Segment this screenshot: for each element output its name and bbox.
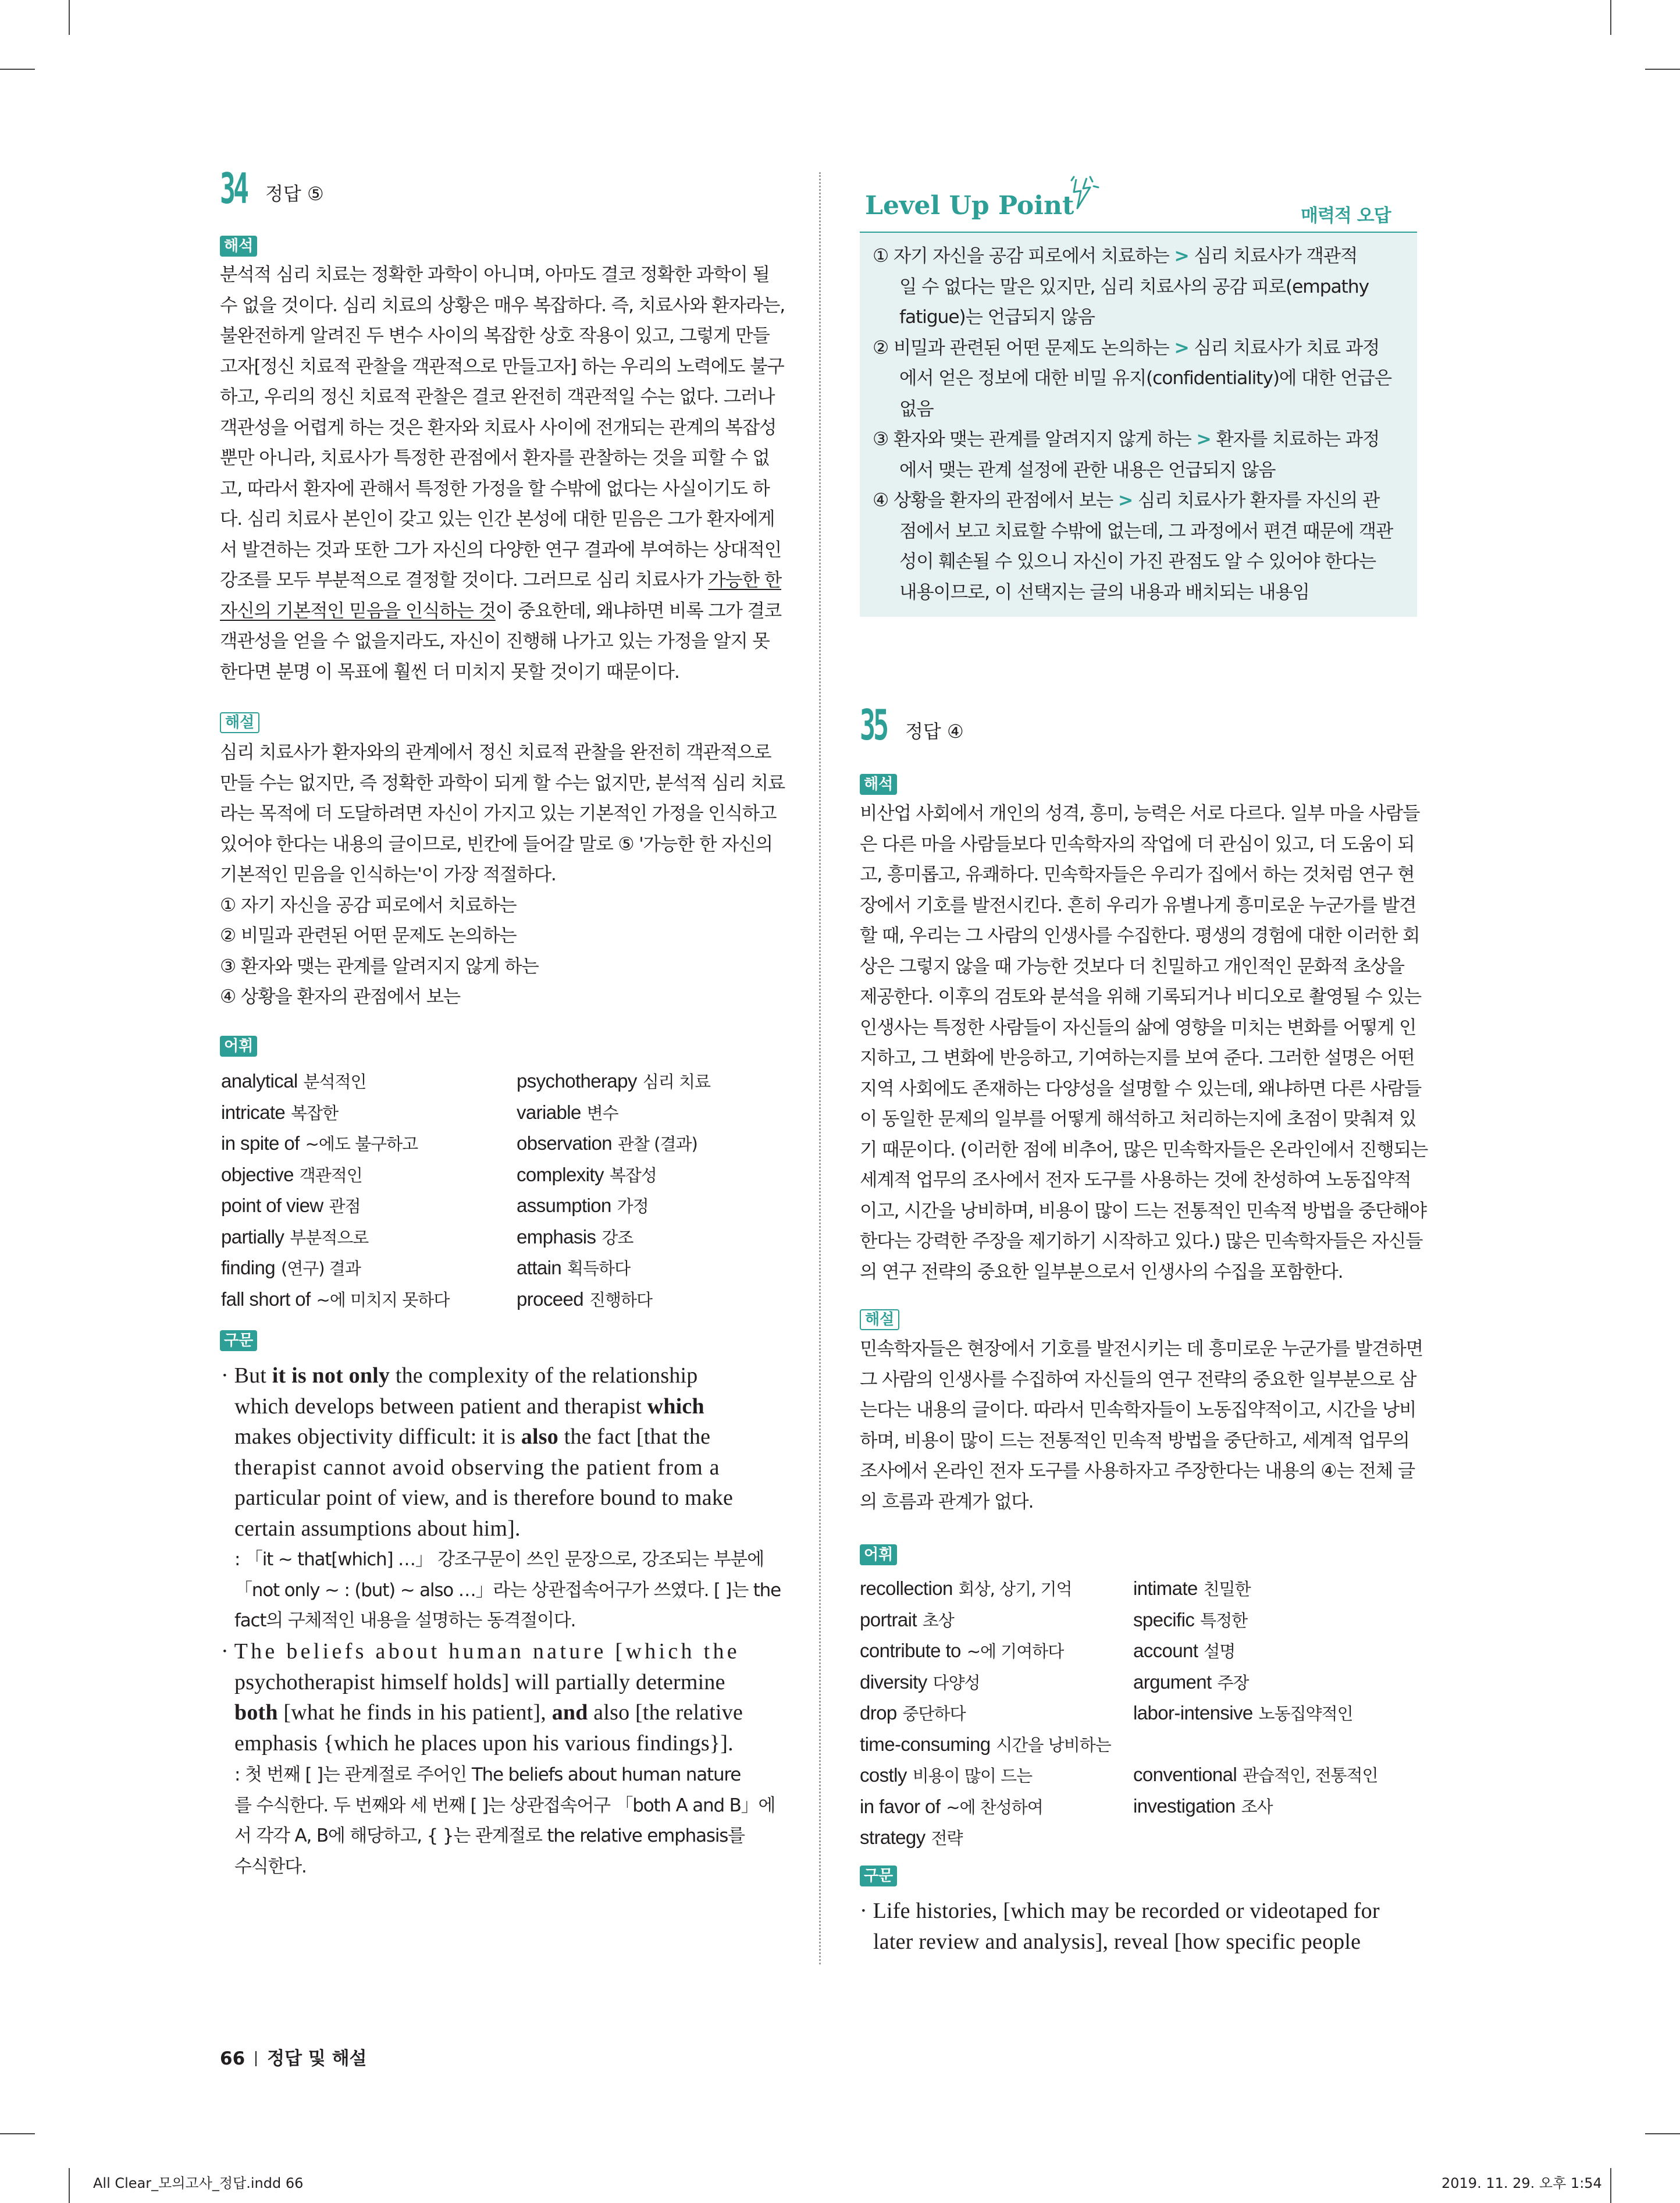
text-line: 제공한다. 이후의 검토와 분석을 위해 기록되거나 비디오로 촬영될 수 있는 bbox=[860, 986, 1422, 1007]
page-number: 66 bbox=[220, 2048, 245, 2069]
syntax-line: makes objectivity difficult: it is also the fact [that the bbox=[234, 1424, 711, 1449]
vocab-item: specific 특정한 bbox=[1133, 1608, 1248, 1630]
vocab-item: in favor of ~에 찬성하여 bbox=[860, 1795, 1043, 1817]
answer-underline: 자신의 기본적인 믿음을 인식하는 것 bbox=[220, 600, 496, 621]
text-line bbox=[220, 565, 785, 596]
vocab-item: point of view 관점 bbox=[221, 1195, 361, 1216]
level-up-rule bbox=[860, 232, 1417, 233]
vocab-item: intricate 복잡한 bbox=[221, 1101, 339, 1123]
q34-answer: 정답 ⑤ bbox=[265, 183, 324, 205]
q35-vocab-right bbox=[1133, 1573, 1378, 1822]
q34-vocab-left bbox=[221, 1066, 449, 1315]
text-line: 의 연구 전략의 중요한 일부분으로서 인생사의 수집을 포함한다. bbox=[860, 1261, 1343, 1282]
text-line: 서 발견하는 것과 또한 그가 자신의 다양한 연구 결과에 부여하는 상대적인 bbox=[220, 539, 782, 560]
crop-mark bbox=[1610, 0, 1611, 35]
vocab-item: observation 관찰 (결과) bbox=[517, 1132, 697, 1154]
vocab-item: emphasis 강조 bbox=[517, 1225, 633, 1248]
vocab-item: costly 비용이 많이 드는 bbox=[860, 1764, 1033, 1786]
vocab-item: fall short of ~에 미치지 못하다 bbox=[221, 1288, 450, 1310]
vocab-item: labor-intensive 노동집약적인 bbox=[1133, 1702, 1353, 1724]
vocab-item: time-consuming 시간을 낭비하는 bbox=[860, 1733, 1111, 1755]
section-title: 정답 및 해설 bbox=[267, 2048, 367, 2069]
text-line: 지하고, 그 변화에 반응하고, 기여하는지를 보여 준다. 그러한 설명은 어떤 bbox=[860, 1047, 1415, 1068]
vocab-item: diversity 다양성 bbox=[860, 1671, 980, 1693]
vocab-badge: 어휘 bbox=[860, 1544, 897, 1565]
syntax-badge: 구문 bbox=[220, 1330, 257, 1351]
level-up-line: 내용이므로, 이 선택지는 글의 내용과 배치되는 내용임 bbox=[899, 581, 1309, 603]
explanation-badge: 해설 bbox=[860, 1309, 899, 1330]
q35-header bbox=[860, 701, 903, 749]
syntax-line: therapist cannot avoid observing the patient from a bbox=[234, 1455, 720, 1480]
level-up-line: 일 수 없다는 말은 있지만, 심리 치료사의 공감 피로(empathy bbox=[899, 276, 1369, 297]
vocab-item: in spite of ~에도 불구하고 bbox=[221, 1132, 418, 1154]
vocab-item: conventional 관습적인, 전통적인 bbox=[1133, 1764, 1378, 1785]
q34-vocab-right bbox=[517, 1066, 710, 1315]
text-line: 고, 따라서 환자에 관해서 특정한 가정을 할 수밖에 없다는 사실이기도 하 bbox=[220, 478, 770, 499]
vocab-item: objective 객관적인 bbox=[221, 1163, 362, 1185]
text-line: 고자[정신 치료적 관찰을 객관적으로 만들고자] 하는 우리의 노력에도 불구 bbox=[220, 356, 784, 377]
vocab-item: account 설명 bbox=[1133, 1640, 1236, 1661]
text-line: 서 각각 A, B에 해당하고, { }는 관계절로 the relative emphasis를 bbox=[234, 1825, 745, 1846]
q35-translation bbox=[860, 798, 1428, 1287]
q34-syntax-1 bbox=[221, 1360, 733, 1544]
text-line: 이 동일한 문제의 일부를 어떻게 해석하고 처리하는지에 초점이 맞춰져 있 bbox=[860, 1108, 1416, 1129]
text-line: : 「it ~ that[which] …」 강조구문이 쓰인 문장으로, 강조되는 부분에 bbox=[234, 1549, 764, 1570]
text-line: 장에서 기호를 발전시킨다. 흔히 우리가 유별나게 흥미로운 누군가를 발견 bbox=[860, 894, 1416, 916]
q35-syntax bbox=[860, 1896, 1380, 1957]
text-line: 기 때문이다. (이러한 점에 비추어, 많은 민속학자들은 온라인에서 진행되는 bbox=[860, 1139, 1428, 1160]
text-line: 있어야 한다는 내용의 글이므로, 빈칸에 들어갈 말로 ⑤ '가능한 한 자신의 bbox=[220, 833, 773, 855]
text-line: 지역 사회에도 존재하는 다양성을 설명할 수 있는데, 왜냐하면 다른 사람들 bbox=[860, 1078, 1422, 1099]
arrow-icon: > bbox=[1174, 246, 1189, 267]
text-line: fact의 구체적인 내용을 설명하는 동격절이다. bbox=[234, 1610, 576, 1631]
vocab-item: investigation 조사 bbox=[1133, 1795, 1273, 1817]
text-line: 기본적인 믿음을 인식하는'이 가장 적절하다. bbox=[220, 864, 556, 885]
level-up-item: ② 비밀과 관련된 어떤 문제도 논의하는 > 심리 치료사가 치료 과정 bbox=[873, 337, 1380, 358]
text-line: 은 다른 마을 사람들보다 민속학자의 작업에 더 관심이 있고, 더 도움이 되 bbox=[860, 833, 1415, 855]
text-line: 조사에서 온라인 전자 도구를 사용하자고 주장한다는 내용의 ④는 전체 글 bbox=[860, 1461, 1415, 1481]
answer-underline: 가능한 한 bbox=[708, 570, 782, 591]
syntax-badge: 구문 bbox=[860, 1866, 897, 1886]
text-line: 비산업 사회에서 개인의 성격, 흥미, 능력은 서로 다르다. 일부 마을 사람들 bbox=[860, 803, 1420, 824]
column-divider bbox=[819, 172, 821, 1964]
explanation-badge: 해설 bbox=[220, 712, 259, 733]
lightning-icon bbox=[1070, 175, 1101, 219]
print-slug-date: 2019. 11. 29. 오후 1:54 bbox=[1441, 2175, 1602, 2191]
text-line bbox=[220, 596, 785, 627]
level-up-title: Level Up Point bbox=[865, 191, 1074, 221]
crop-mark bbox=[1645, 2133, 1680, 2134]
text-line: 세계적 업무의 조사에서 전자 도구를 사용하는 것에 찬성하여 노동집약적 bbox=[860, 1170, 1411, 1191]
level-up-line: fatigue)는 언급되지 않음 bbox=[899, 307, 1095, 328]
text-fragment: 이 중요한데, 왜냐하면 비록 그가 결코 bbox=[495, 600, 782, 621]
level-up-line: 에서 얻은 정보에 대한 비밀 유지(confidentiality)에 대한 언급은 bbox=[899, 368, 1391, 389]
text-line: 만들 수는 없지만, 즉 정확한 과학이 되게 할 수는 없지만, 분석적 심리 치료 bbox=[220, 772, 785, 794]
q34-syntax-2-note bbox=[234, 1760, 775, 1882]
vocab-badge: 어휘 bbox=[220, 1036, 257, 1057]
arrow-icon: > bbox=[1196, 429, 1211, 450]
vocab-item: recollection 회상, 상기, 기억 bbox=[860, 1577, 1072, 1599]
text-fragment: 강조를 모두 부분적으로 결정할 것이다. 그러므로 심리 치료사가 bbox=[220, 570, 709, 591]
text-line: ④ 상황을 환자의 관점에서 보는 bbox=[220, 986, 461, 1007]
footer-separator bbox=[255, 2051, 257, 2066]
text-line: 객관성을 얻을 수 없을지라도, 자신이 진행해 나가고 있는 가정을 알지 못 bbox=[220, 631, 770, 652]
level-up-tag: 매력적 오답 bbox=[1301, 205, 1391, 226]
vocab-item: attain 획득하다 bbox=[517, 1257, 631, 1278]
text-line: ③ 환자와 맺는 관계를 알려지지 않게 하는 bbox=[220, 955, 539, 977]
text-line: 하고, 우리의 정신 치료적 관찰은 결코 완전히 객관적일 수는 없다. 그러나 bbox=[220, 386, 775, 407]
text-line: 수 없을 것이다. 심리 치료의 상황은 매우 복잡하다. 즉, 치료사와 환자라는, bbox=[220, 294, 785, 316]
text-line: 라는 목적에 더 도달하려면 자신이 가지고 있는 기본적인 가정을 인식하고 bbox=[220, 803, 777, 824]
vocab-item: strategy 전략 bbox=[860, 1827, 963, 1848]
text-line: 심리 치료사가 환자와의 관계에서 정신 치료적 관찰을 완전히 객관적으로 bbox=[220, 742, 771, 763]
text-line: 「not only ~ : (but) ~ also …」라는 상관접속어구가 쓰였다. [ ]는 the bbox=[234, 1579, 781, 1601]
q34-syntax-1-note bbox=[234, 1544, 781, 1636]
vocab-item bbox=[1133, 1729, 1378, 1760]
question-number: 35 bbox=[860, 701, 887, 749]
syntax-line: emphasis {which he places upon his various findings}]. bbox=[234, 1731, 734, 1756]
text-line: 상은 그렇지 않을 때 가능한 것보다 더 친밀하고 개인적인 문화적 초상을 bbox=[860, 955, 1404, 977]
level-up-line: 점에서 보고 치료할 수밖에 없는데, 그 과정에서 편견 때문에 객관 bbox=[899, 520, 1393, 542]
syntax-line: particular point of view, and is therefore bound to make bbox=[234, 1486, 734, 1510]
crop-mark bbox=[1610, 2168, 1611, 2203]
text-line: 의 흐름과 관계가 없다. bbox=[860, 1491, 1034, 1512]
vocab-item: contribute to ~에 기여하다 bbox=[860, 1640, 1064, 1661]
syntax-line: · Life histories, [which may be recorded or videotaped for bbox=[860, 1899, 1380, 1923]
text-line: 를 수식한다. 두 번째와 세 번째 [ ]는 상관접속어구 「both A and B」에 bbox=[234, 1795, 775, 1816]
print-slug-file: All Clear_모의고사_정답.indd 66 bbox=[93, 2175, 304, 2191]
level-up-item: ③ 환자와 맺는 관계를 알려지지 않게 하는 > 환자를 치료하는 과정 bbox=[873, 429, 1380, 450]
arrow-icon: > bbox=[1117, 490, 1133, 511]
vocab-item: drop 중단하다 bbox=[860, 1702, 966, 1724]
vocab-item: portrait 초상 bbox=[860, 1608, 954, 1630]
text-line: 이고, 시간을 낭비하며, 비용이 많이 드는 전통적인 민속적 방법을 중단해야 bbox=[860, 1200, 1426, 1221]
syntax-line: · But it is not only the complexity of the relationship bbox=[221, 1363, 698, 1388]
q34-header bbox=[220, 164, 264, 213]
text-line: 뿐만 아니라, 치료사가 특정한 관점에서 환자를 관찰하는 것을 피할 수 없 bbox=[220, 447, 770, 468]
q35-vocab-left bbox=[860, 1573, 1111, 1854]
level-up-list bbox=[873, 241, 1393, 607]
crop-mark bbox=[0, 2133, 35, 2134]
text-line: 그 사람의 인생사를 수집하여 자신들의 연구 전략의 중요한 일부분으로 삼 bbox=[860, 1369, 1416, 1390]
text-line: 다. 심리 치료사 본인이 갖고 있는 인간 본성에 대한 믿음은 그가 환자에게 bbox=[220, 509, 775, 530]
text-line: 하며, 비용이 많이 드는 전통적인 민속적 방법을 중단하고, 세계적 업무의 bbox=[860, 1430, 1410, 1451]
vocab-item: analytical 분석적인 bbox=[221, 1070, 366, 1092]
crop-mark bbox=[1645, 69, 1680, 70]
q35-explanation bbox=[860, 1334, 1423, 1517]
vocab-item: partially 부분적으로 bbox=[221, 1225, 369, 1248]
text-line: 분석적 심리 치료는 정확한 과학이 아니며, 아마도 결코 정확한 과학이 될 bbox=[220, 264, 770, 285]
vocab-item: psychotherapy 심리 치료 bbox=[517, 1070, 711, 1092]
level-up-item: ① 자기 자신을 공감 피로에서 치료하는 > 심리 치료사가 객관적 bbox=[873, 246, 1358, 267]
syntax-line: · The beliefs about human nature [which the bbox=[221, 1639, 740, 1664]
q34-translation bbox=[220, 260, 785, 687]
translation-badge: 해석 bbox=[220, 236, 257, 257]
text-line: 는다는 내용의 글이다. 따라서 민속학자들이 노동집약적이고, 시간을 낭비 bbox=[860, 1399, 1416, 1420]
syntax-line: later review and analysis], reveal [how specific people bbox=[873, 1929, 1361, 1954]
vocab-item: complexity 복잡성 bbox=[517, 1163, 657, 1185]
text-line: 한다면 분명 이 목표에 훨씬 더 미치지 못할 것이기 때문이다. bbox=[220, 661, 679, 683]
syntax-line: certain assumptions about him]. bbox=[234, 1516, 521, 1541]
vocab-item: intimate 친밀한 bbox=[1133, 1577, 1251, 1599]
text-line: 한다는 강력한 주장을 제기하기 시작하고 있다.) 많은 민속학자들은 자신들 bbox=[860, 1231, 1423, 1252]
page-footer bbox=[220, 2044, 366, 2070]
q34-explanation bbox=[220, 737, 785, 1012]
syntax-line: both [what he finds in his patient], and also [the relative bbox=[234, 1700, 743, 1725]
q35-answer: 정답 ④ bbox=[905, 720, 964, 742]
question-number: 34 bbox=[220, 164, 247, 213]
vocab-item: argument 주장 bbox=[1133, 1671, 1249, 1693]
vocab-item: variable 변수 bbox=[517, 1101, 618, 1123]
level-up-line: 없음 bbox=[899, 398, 934, 420]
text-line: 할 때, 우리는 그 사람의 인생사를 수집한다. 평생의 경험에 대한 이러한 회 bbox=[860, 925, 1420, 946]
syntax-line: which develops between patient and therapist which bbox=[234, 1394, 704, 1419]
crop-mark bbox=[69, 0, 70, 35]
vocab-item: finding (연구) 결과 bbox=[221, 1257, 361, 1278]
text-line: 인생사는 특정한 사람들이 자신들의 삶에 영향을 미치는 변화를 어떻게 인 bbox=[860, 1017, 1416, 1038]
q34-syntax-2 bbox=[221, 1636, 743, 1758]
vocab-item: proceed 진행하다 bbox=[517, 1288, 653, 1310]
text-line: : 첫 번째 [ ]는 관계절로 주어인 The beliefs about human nature bbox=[234, 1764, 741, 1785]
arrow-icon: > bbox=[1174, 337, 1189, 358]
crop-mark bbox=[0, 69, 35, 70]
translation-badge: 해석 bbox=[860, 774, 897, 795]
level-up-item: ④ 상황을 환자의 관점에서 보는 > 심리 치료사가 환자를 자신의 관 bbox=[873, 490, 1380, 511]
level-up-line: 에서 맺는 관계 설정에 관한 내용은 언급되지 않음 bbox=[899, 459, 1276, 481]
level-up-line: 성이 훼손될 수 있으니 자신이 가진 관점도 알 수 있어야 한다는 bbox=[899, 551, 1376, 572]
text-line: ① 자기 자신을 공감 피로에서 치료하는 bbox=[220, 894, 517, 916]
syntax-line: psychotherapist himself holds] will partially determine bbox=[234, 1669, 725, 1694]
text-line: 민속학자들은 현장에서 기호를 발전시키는 데 흥미로운 누군가를 발견하면 bbox=[860, 1338, 1423, 1359]
text-line: ② 비밀과 관련된 어떤 문제도 논의하는 bbox=[220, 925, 517, 946]
text-line: 수식한다. bbox=[234, 1856, 307, 1877]
text-line: 고, 흥미롭고, 유쾌하다. 민속학자들은 우리가 집에서 하는 것처럼 연구 현 bbox=[860, 864, 1415, 885]
text-line: 불완전하게 알려진 두 변수 사이의 복잡한 상호 작용이 있고, 그렇게 만들 bbox=[220, 325, 770, 346]
text-line: 객관성을 어렵게 하는 것은 환자와 치료사 사이에 전개되는 관계의 복잡성 bbox=[220, 417, 777, 438]
vocab-item: assumption 가정 bbox=[517, 1195, 649, 1216]
crop-mark bbox=[69, 2168, 70, 2203]
